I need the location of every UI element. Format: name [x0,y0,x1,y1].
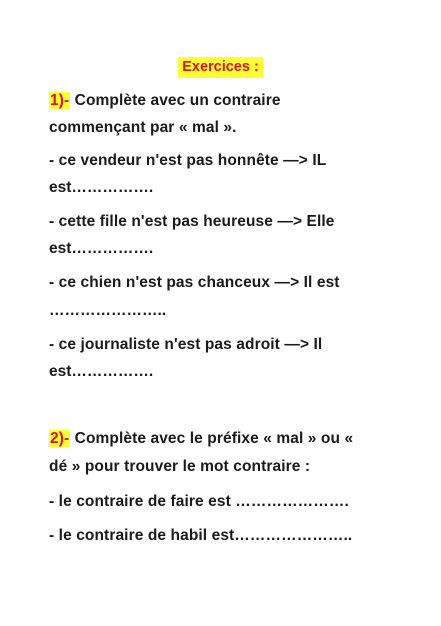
exercise1-item2-question: - cette fille n'est pas heureuse —> Elle [49,213,335,230]
exercise1-instruction-line2: commençant par « mal ». [49,119,237,136]
exercise1-item1-blank: est……………. [49,179,154,196]
exercise2-instruction-line1: Complète avec le préfixe « mal » ou « [70,430,354,447]
exercise1-instruction-line1: Complète avec un contraire [70,92,281,109]
exercise1-item4-blank: est……………. [49,363,154,380]
exercise1-item1-question: - ce vendeur n'est pas honnête —> IL [49,152,327,169]
exercise1-instruction [49,91,281,111]
exercise1-number: 1)- [50,92,70,109]
title-container [0,57,441,78]
exercise2-item1: - le contraire de faire est …………………. [49,493,349,510]
exercise1-item3-question: - ce chien n'est pas chanceux —> Il est [49,274,340,291]
exercise2-number: 2)- [50,430,70,447]
exercise2-item2: - le contraire de habil est………………….. [49,527,353,544]
exercise2-instruction-line2: dé » pour trouver le mot contraire : [49,458,311,475]
exercise2-instruction [49,429,353,449]
exercise1-item2-blank: est……………. [49,240,154,257]
exercise1-item4-question: - ce journaliste n'est pas adroit —> Il [49,336,323,353]
exercise1-item3-blank: ………………….. [49,302,167,319]
worksheet-title: Exercices : [178,57,263,78]
